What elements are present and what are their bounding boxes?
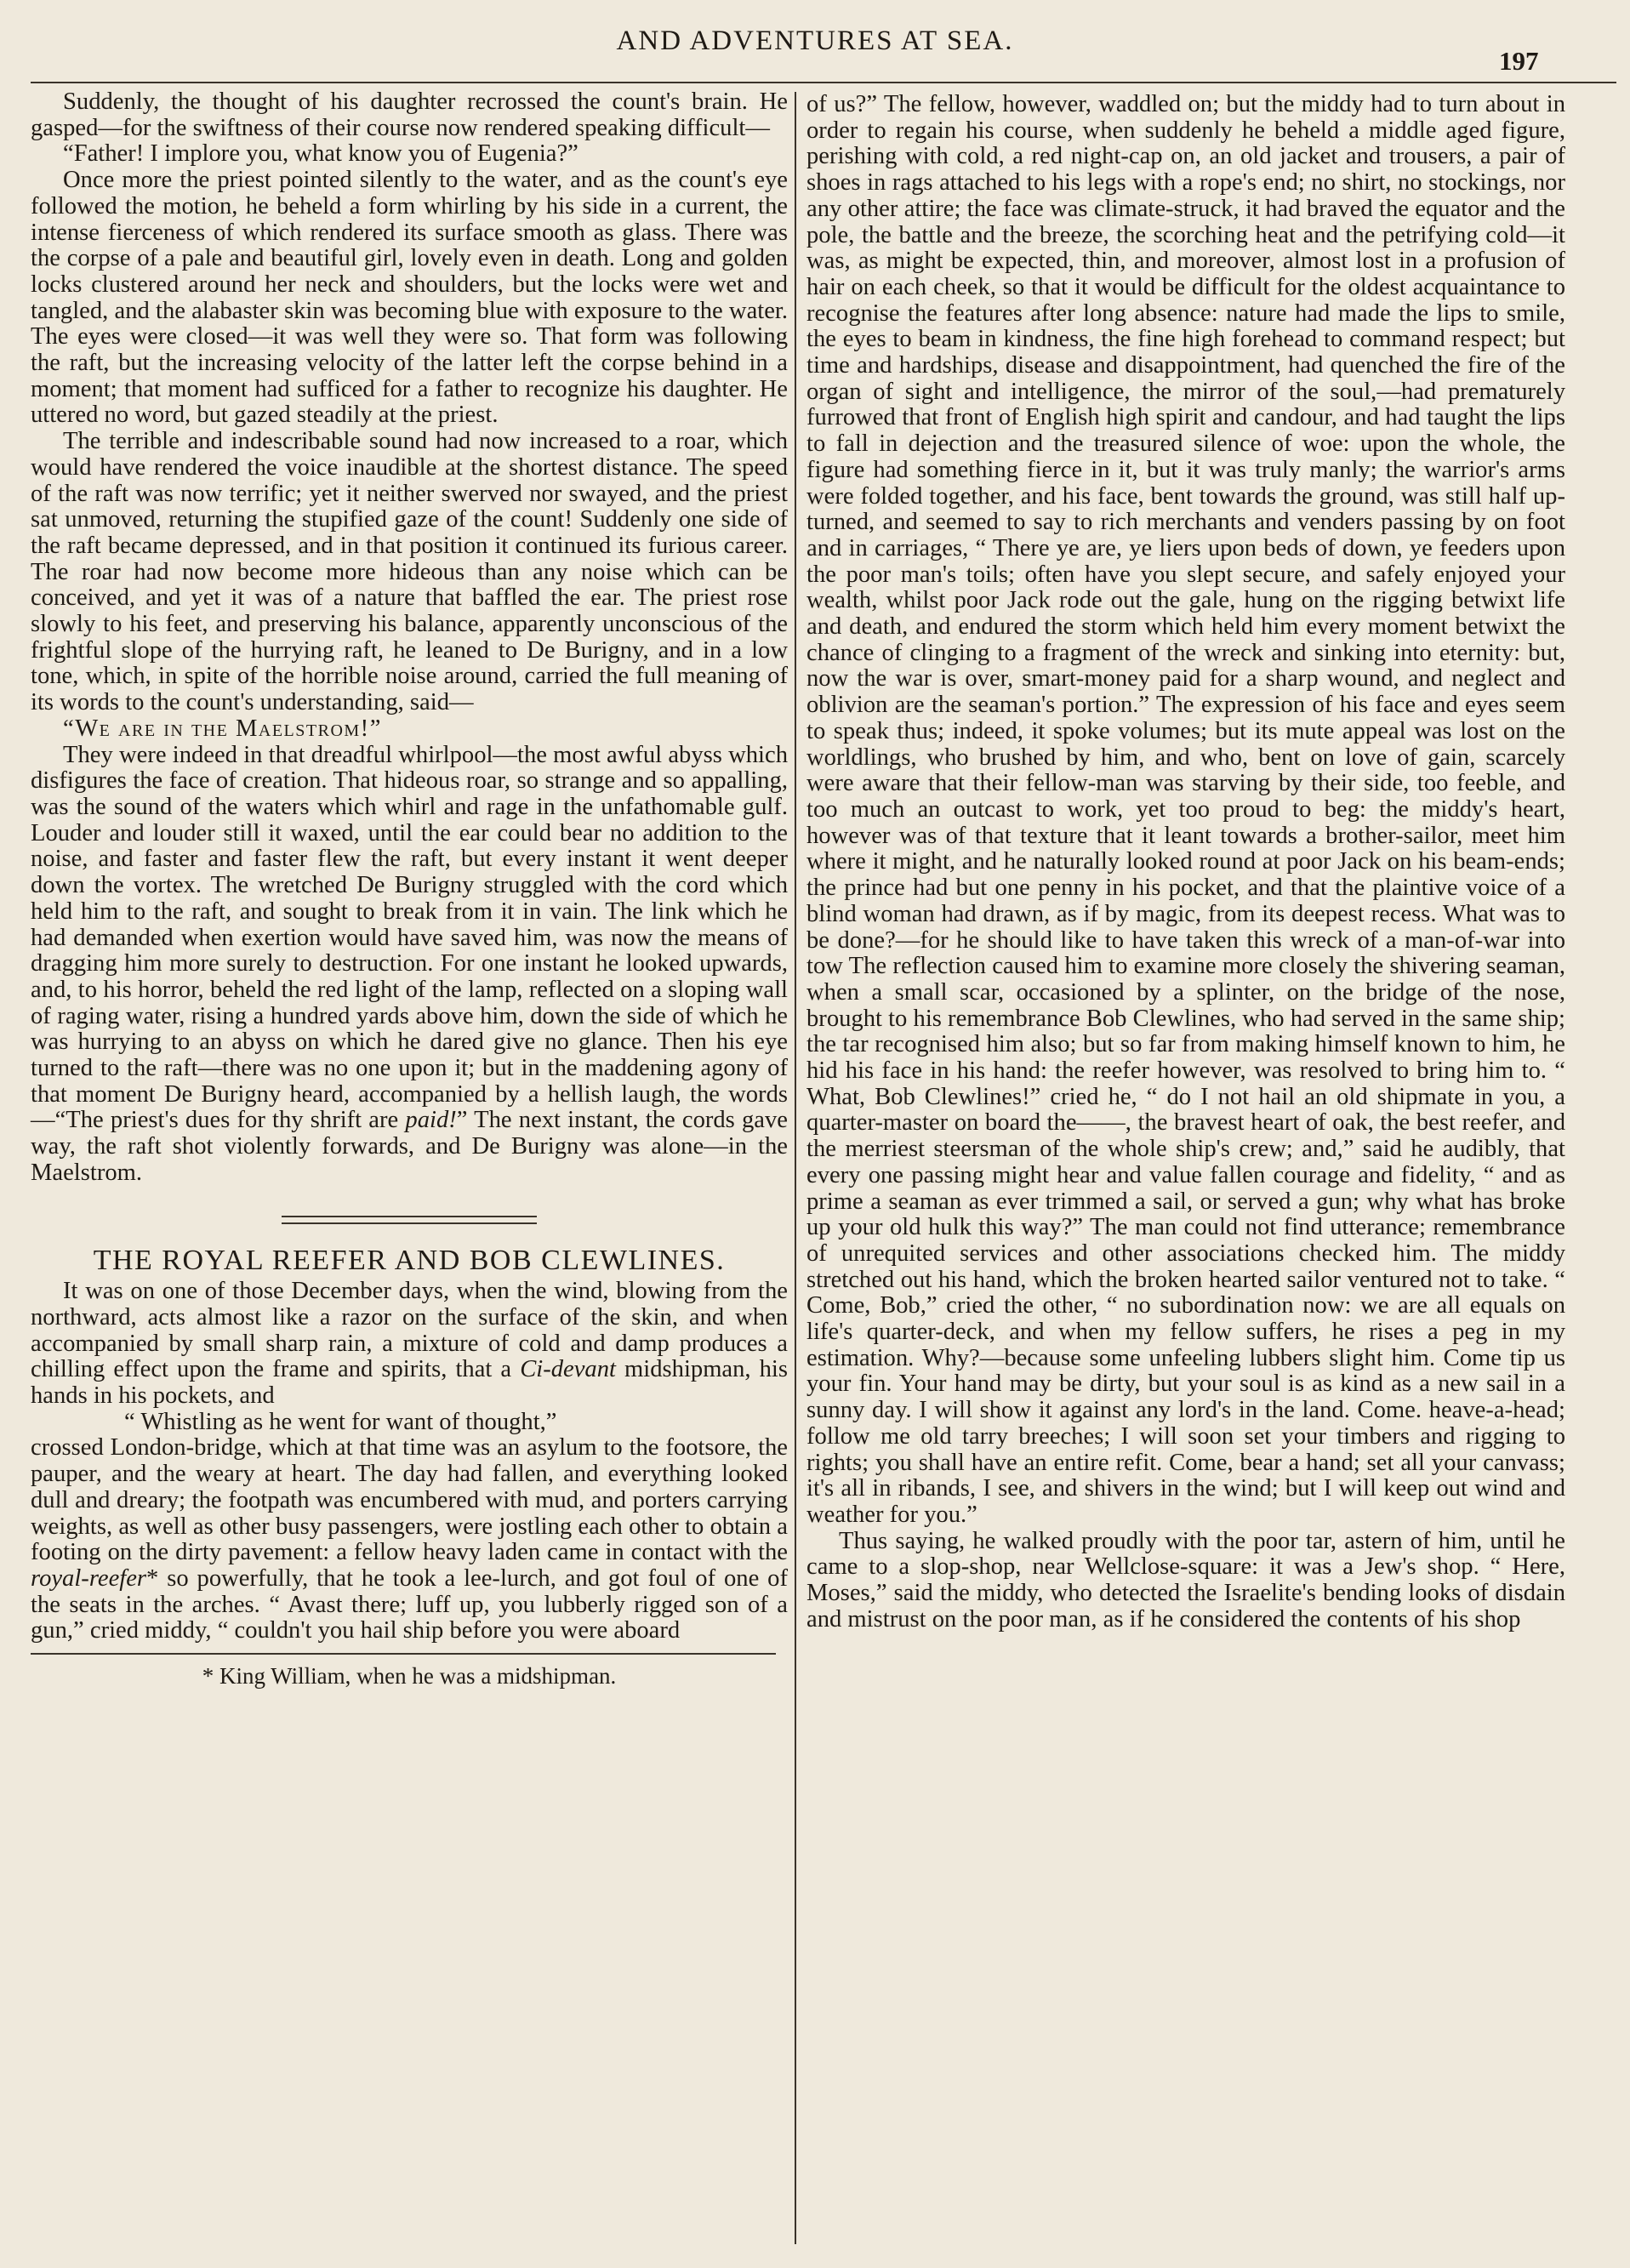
paragraph: of us?” The fellow, however, waddled on; but the middy had to turn about in order to regain his course, when suddenly he beheld a middle aged figure, perishing with cold, a red night-cap on, an old jacket and trousers, a pair of shoes in rags attached to his legs with a rope's end; no shirt, no stockings, nor any other attire; the face was climate-struck, it had braved the equator and the pole, the battle and the breeze, the scorching heat and the petrifying cold—it was, as might be expected, thin, and moreover, almost lost in a profusion of hair on each cheek, so that it would be difficult for the oldest acquaintance to recognise the features after long absence: nature had made the lips to smile, the eyes to beam in kindness, the fine high forehead to command respect; but time and hardships, disease and disappointment, had quenched the fire of the organ of sight and intelligence, the mirror of the soul,—had prematurely furrowed that front of English high spirit and candour, and had taught the lips to fall in dejection and the treasured silence of woe: upon the whole, the figure had something fierce in it, but it was truly manly; the warrior's arms were folded together, and his face, bent towards the ground, was still half up-turned, and seemed to say to rich merchants and venders passing by on foot and in carriages, “ There ye are, ye liers upon beds of down, ye feeders upon the poor man's toils; often have you slept secure, and safely enjoyed your wealth, whilst poor Jack rode out the gale, hung on the rigging betwixt life and death, and endured the storm which held him every moment betwixt the chance of clinging to a fragment of the wreck and sinking into eternity: but, now the war is over, smart-money paid for a sharp wound, and neglect and oblivion are the seaman's portion.” The expression of his face and eyes seem to speak thus; indeed, it spoke volumes; but its mute appeal was lost on the worldlings, who brushed by him, and who, bent on love of gain, scarcely were aware that their fellow-man was starving by their side, too feeble, and too much an outcast to work, yet too proud to beg: the middy's heart, however was of that texture that it leant towards a brother-sailor, meet him where it might, and he naturally looked round at poor Jack on his beam-ends; the prince had but one penny in his pocket, and that the plaintive voice of a blind woman had drawn, as if by magic, from its deepest recess. What was to be done?—for he should like to have taken this wreck of a man-of-war into tow The reflection caused him to examine more closely the shivering seaman, when a small scar, occasioned by a splinter, on the bridge of the nose, brought to his remembrance Bob Clewlines, who had served in the same ship; the tar recognised him also; but so far from making himself known to him, he hid his face in his hand: the reefer however, was resolved to bring him to. “ What, Bob Clewlines!” cried he, “ do I not hail an old shipmate in you, a quarter-master on board the——, the bravest heart of oak, the best reefer, and the merriest steersman of the whole ship's crew; and,” said he audibly, that every one passing might hear and value fallen courage and fidelity, “ and as prime a seaman as ever trimmed a sail, or served a gun; why what has broke up your old hulk this way?” The man could not find utterance; remembrance of unrequited services and other associations checked him. The middy stretched out his hand, which the broken hearted sailor ventured not to take. “ Come, Bob,” cried the other, “ no subordination now: we are all equals on life's quarter-deck, and when my fellow suffers, he rises a peg in my estimation. Why?—because some unfeeling lubbers slight him. Come tip us your fin. Your hand may be dirty, but your soul is as kind as a new sail in a sunny day. I will show it against any lord's in the land. Come. heave-a-head; follow me old tarry breeches; I will soon set your timbers and rigging to rights; you shall have an entire refit. Come, bear a hand; set all your canvass; it's all in ribands, I see, and shivers in the wind; but I will keep out wind and weather for you.” xyxy=(806,91,1565,1528)
section-separator xyxy=(282,1216,537,1224)
paragraph: Once more the priest pointed silently to the water, and as the count's eye followed the motion, he beheld a form whirling by his side in a current, the intense fierceness of which rendered its surface smooth as glass. There was the corpse of a pale and beautiful girl, lovely even in death. Long and golden locks clustered around her neck and shoulders, but the locks were wet and tangled, and the alabaster skin was becoming blue with exposure to the water. The eyes were closed—it was well they were so. That form was following the raft, but the increasing velocity of the latter left the corpse behind in a moment; that moment had sufficed for a father to recognize his daughter. He uttered no word, but gazed steadily at the priest. xyxy=(31,167,788,429)
italic-run: Ci-devant xyxy=(520,1356,616,1383)
column-divider xyxy=(795,92,796,2244)
text-run: * so powerfully, that he took a lee-lurch, and got foul of one of the seats in the arches. “ Avast there; luff up, you lubberly rigged son of a gun,” cried middy, “ couldn't you hail ship before you were aboard xyxy=(31,1564,788,1644)
text-run: crossed London-bridge, which at that time was an asylum to the footsore, the pauper, and the weary at heart. The day had fallen, and everything looked dull and dreary; the footpath was encumbered with mud, and porters carrying weights, as well as other busy passengers, were jostling each other to obtain a footing on the dirty pavement: a fellow heavy laden came in contact with the xyxy=(31,1434,788,1566)
italic-run: royal-reefer xyxy=(31,1564,147,1592)
running-title: AND ADVENTURES AT SEA. xyxy=(616,26,1014,56)
paragraph xyxy=(31,743,788,1187)
text-run: They were indeed in that dreadful whirlpool—the most awful abyss which disfigures the face of creation. That hideous roar, so strange and so appalling, was the sound of the waters which whirl and rage in the unfathomable gulf. Louder and louder still it waxed, until the ear could bear no addition to the noise, and faster and faster flew the raft, but every instant it went deeper down the vortex. The wretched De Burigny struggled with the cord which held him to the raft, and sought to break from it in vain. The link which he had demanded when exertion would have saved him, was now the means of dragging him more surely to destruction. For one instant he looked upwards, and, to his horror, beheld the red light of the lamp, reflected on a sloping wall of raging water, rising a hundred yards above him, down the side of which he was hurrying to an abyss on which he dared give no glance. Then his eye turned to the raft—there was no one upon it; but in the maddening agony of that moment De Burigny heard, accompanied by a hellish laugh, the words—“The priest's dues for thy shrift are xyxy=(31,741,788,1134)
right-column xyxy=(806,92,1565,1633)
text-run: ” The next instant, the cords gave way, the raft shot violently forwards, and De Burigny was alone—in the Maelstrom. xyxy=(31,1107,788,1186)
paragraph: Suddenly, the thought of his daughter recrossed the count's brain. He gasped—for the swiftness of their course now rendered speaking difficult— xyxy=(31,88,788,141)
paragraph: The terrible and indescribable sound had now increased to a roar, which would have rendered the voice inaudible at the shortest distance. The speed of the raft was now terrific; yet it neither swerved nor swayed, and the priest sat unmoved, returning the stupified gaze of the count! Suddenly one side of the raft became depressed, and in that position it continued its furious career. The roar had now become more hideous than any noise which can be conceived, and yet it was of a nature that baffled the ear. The priest rose slowly to his feet, and preserving his balance, apparently unconscious of the frightful slope of the hurrying raft, he leaned to De Burigny, and in a low tone, which, in spite of the horrible noise around, carried the full meaning of its words to the count's understanding, said— xyxy=(31,428,788,716)
footnote-rule xyxy=(31,1653,776,1655)
italic-run: paid! xyxy=(405,1107,457,1134)
maelstrom-exclamation: “We are in the Maelstrom!” xyxy=(63,715,382,742)
footnote: * King William, when he was a midshipman. xyxy=(202,1663,617,1690)
paragraph xyxy=(31,1435,788,1644)
page-number: 197 xyxy=(1499,46,1539,76)
verse-quote: “ Whistling as he went for want of thought,” xyxy=(124,1408,557,1435)
paragraph: Thus saying, he walked proudly with the poor tar, astern of him, until he came to a slop-shop, near Wellclose-square: it was a Jew's shop. “ Here, Moses,” said the middy, who detected the Israelite's bending looks of disdain and mistrust on the poor man, as if he considered the contents of his shop xyxy=(806,1527,1565,1633)
article-title: THE ROYAL REEFER AND BOB CLEWLINES. xyxy=(93,1244,726,1276)
paragraph xyxy=(31,1279,788,1410)
text-run: midshipman, his hands in his pockets, and xyxy=(31,1356,789,1410)
left-column xyxy=(31,89,788,1690)
text-run: It was on one of those December days, when the wind, blowing from the northward, acts almost like a razor on the surface of the skin, and when accompanied by small sharp rain, a mixture of cold and damp produces a chilling effect upon the frame and spirits, that a xyxy=(31,1278,788,1383)
quote-paragraph: “Father! I implore you, what know you of Eugenia?” xyxy=(63,140,578,168)
header-rule xyxy=(31,82,1616,83)
